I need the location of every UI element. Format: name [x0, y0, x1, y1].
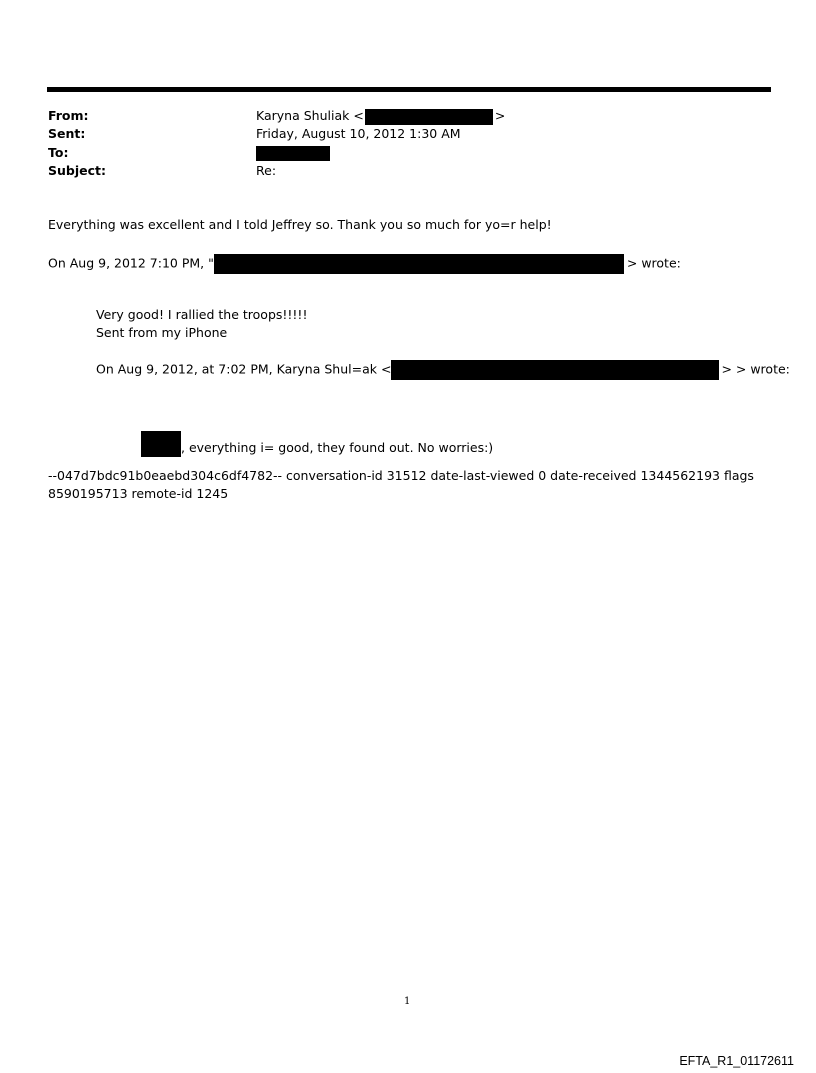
from-close: > — [494, 108, 506, 123]
quote-prefix: On Aug 9, 2012 7:10 PM, " — [48, 255, 214, 271]
inner-message — [141, 431, 493, 457]
quote-suffix: > > wrote: — [721, 361, 790, 377]
redaction-block — [141, 431, 181, 457]
bates-number: EFTA_R1_01172611 — [679, 1054, 794, 1068]
from-name: Karyna Shuliak < — [256, 108, 364, 123]
redaction-block — [256, 146, 330, 161]
from-label: From: — [48, 108, 89, 123]
subject-label: Subject: — [48, 163, 106, 178]
inner-text: , everything i= good, they found out. No worries:) — [181, 440, 494, 455]
from-value — [256, 107, 505, 125]
metadata-line: 8590195713 remote-id 1245 — [48, 486, 229, 501]
reply-line: Very good! I rallied the troops!!!!! — [96, 307, 308, 322]
reply-signature: Sent from my iPhone — [96, 325, 228, 340]
redaction-block — [214, 254, 624, 274]
to-value — [256, 144, 330, 162]
body-line: Everything was excellent and I told Jeffrey so. Thank you so much for yo=r help! — [48, 217, 552, 232]
sent-label: Sent: — [48, 126, 86, 141]
metadata-line: --047d7bdc91b0eaebd304c6df4782-- conversation-id 31512 date-last-viewed 0 date-received 1344562193 flags — [48, 468, 754, 483]
sent-value: Friday, August 10, 2012 1:30 AM — [256, 126, 461, 141]
quote-suffix: > wrote: — [626, 255, 681, 271]
to-label: To: — [48, 145, 69, 160]
page-number: 1 — [404, 996, 411, 1007]
redaction-block — [391, 360, 719, 380]
quote-header-2 — [96, 360, 790, 380]
redaction-block — [365, 109, 493, 125]
quote-header-1 — [48, 254, 681, 274]
subject-value: Re: — [256, 163, 277, 178]
quote-prefix: On Aug 9, 2012, at 7:02 PM, Karyna Shul=ak < — [96, 361, 392, 377]
header-divider — [47, 87, 771, 92]
